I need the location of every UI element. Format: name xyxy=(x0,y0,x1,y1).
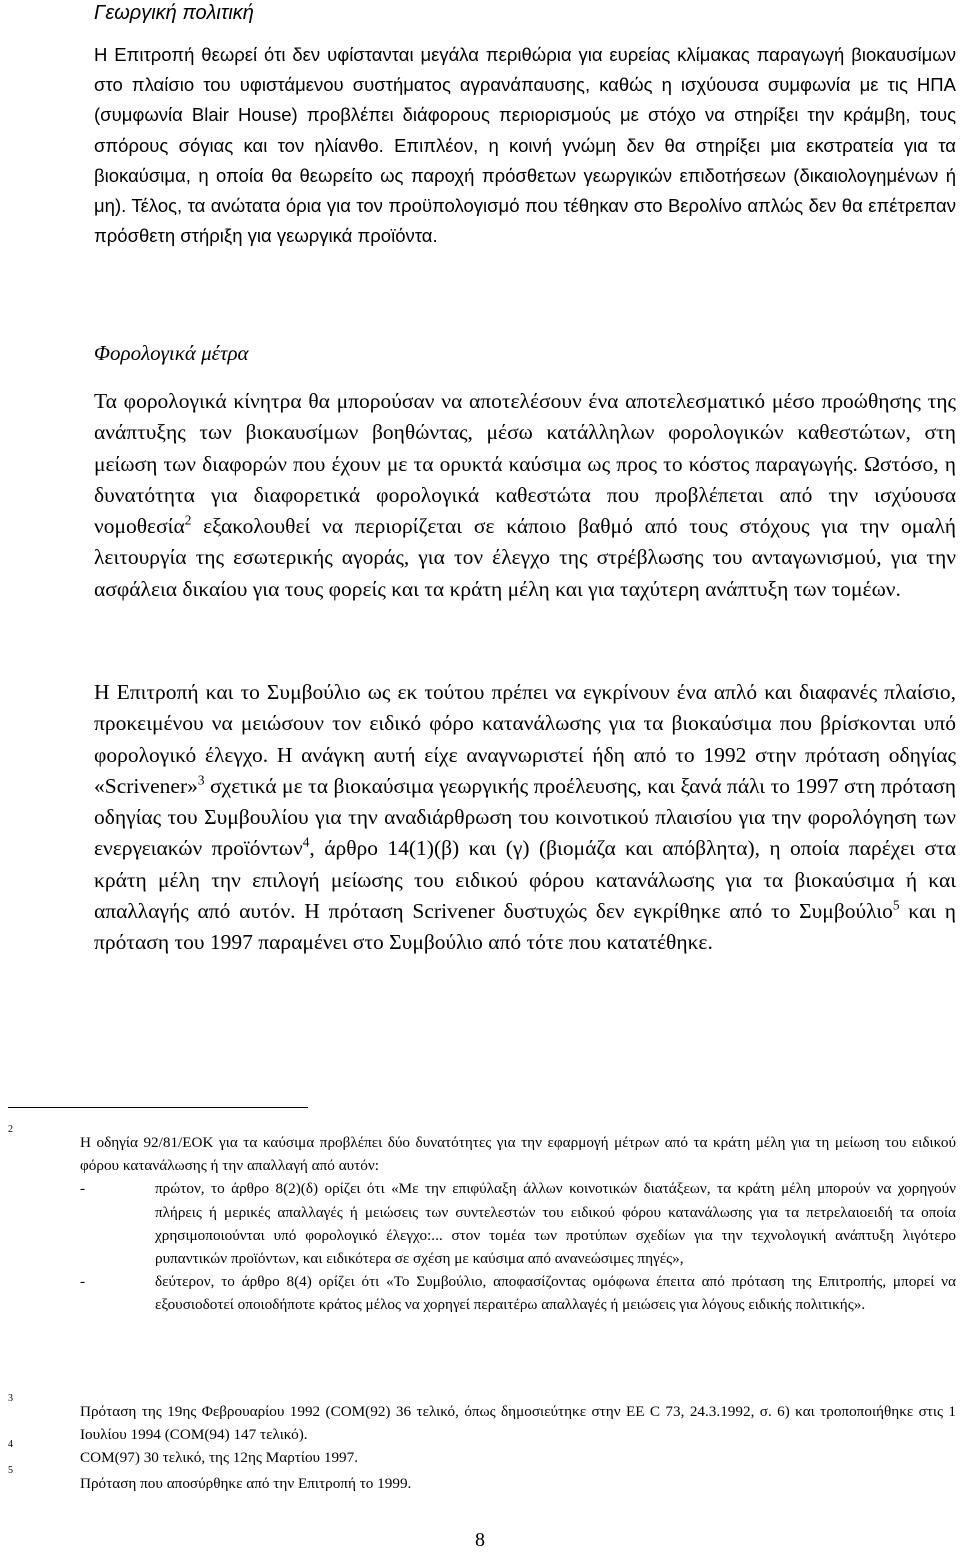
footnote-ref-2[interactable]: 2 xyxy=(184,512,192,528)
text-run: Τα φορολογικά κίνητρα θα μπορούσαν να αποτελέσουν ένα αποτελεσματικό μέσο προώθησης της ανάπτυξης των βιοκαυσίμων βοηθώντας, μέσω κατάλληλων φορολογικών καθεστώτων, στη μείωση των διαφορών που έχουν με τα ορυκτά καύσιμα ως προς το κόστος παραγωγής. Ωστόσο, η δυνατότητα για διαφορετικά φορολογικά καθεστώτα που προβλέπεται από την ισχύουσα νομοθεσία xyxy=(94,389,956,539)
section-heading-agricultural-policy: Γεωργική πολιτική xyxy=(94,2,254,24)
footnote-number: 4 xyxy=(8,1439,13,1450)
text-run: σχετικά με τα βιοκαύσιμα γεωργικής προέλευσης, και ξανά πάλι το 1997 στη πρόταση οδηγίας του Συμβουλίου για την αναδιάρθρωση του κοινοτικού πλαισίου για την φορολόγηση των ενεργειακών προϊόντων xyxy=(94,773,956,861)
footnote-number: 5 xyxy=(8,1465,13,1476)
text-run: εξακολουθεί να περιορίζεται σε κάποιο βαθμό από τους στόχους για την ομαλή λειτουργία της εσωτερικής αγοράς, για τον έλεγχο της στρέβλωσης του ανταγωνισμού, για την ασφάλεια δικαίου για τους φορείς και τα κράτη μέλη και για ταχύτερη ανάπτυξη των τομέων. xyxy=(94,514,956,601)
text-run: και η πρόταση του 1997 παραμένει στο Συμβούλιο από τότε που κατατέθηκε. xyxy=(94,899,957,955)
tax-measures-paragraph-1 xyxy=(94,386,956,605)
agricultural-policy-paragraph: Η Επιτροπή θεωρεί ότι δεν υφίστανται μεγάλα περιθώρια για ευρείας κλίμακας παραγωγή βιοκαυσίμων στο πλαίσιο του υφιστάμενου συστήματος αγρανάπαυσης, καθώς η ισχύουσα συμφωνία με τις ΗΠΑ (συμφωνία Blair House) προβλέπει διάφορους περιορισμούς με στόχο να στηρίξει την κράμβη, τους σπόρους σόγιας και τον ηλίανθο. Επιπλέον, η κοινή γνώμη δεν θα στηρίξει μια εκστρατεία για τα βιοκαύσιμα, η οποία θα θεωρείτο ως παροχή πρόσθετων γεωργικών επιδοτήσεων (δικαιολογημένων ή μη). Τέλος, τα ανώτατα όρια για τον προϋπολογισμό που τέθηκαν στο Βερολίνο απλώς δεν θα επέτρεπαν πρόσθετη στήριξη για γεωργικά προϊόντα. xyxy=(94,44,956,247)
footnote-dash-item xyxy=(80,1177,956,1270)
footnote-ref-4[interactable]: 4 xyxy=(302,834,310,850)
text-run: Η Επιτροπή και το Συμβούλιο ως εκ τούτου πρέπει να εγκρίνουν ένα απλό και διαφανές πλαίσιο, προκειμένου να μειώσουν τον ειδικό φόρο κατανάλωσης για τα βιοκαύσιμα που βρίσκονται υπό φορολογικό έλεγχο. Η ανάγκη αυτή είχε αναγνωριστεί ήδη από το 1992 στην πρόταση οδηγίας «Scrivener» xyxy=(94,680,956,798)
tax-measures-paragraph-2 xyxy=(94,677,956,959)
footnote-dash-item xyxy=(80,1270,956,1316)
section-heading-tax-measures: Φορολογικά μέτρα xyxy=(94,341,249,365)
footnote-number: 2 xyxy=(8,1124,13,1135)
dash-marker: - xyxy=(80,1273,86,1291)
footnote-intro: Η οδηγία 92/81/ΕΟΚ για τα καύσιμα προβλέπει δύο δυνατότητες για την εφαρμογή μέτρων από τα κράτη μέλη για τη μείωση του ειδικού φόρου κατανάλωσης ή την απαλλαγή από αυτόν: xyxy=(80,1134,956,1175)
footnote-separator xyxy=(8,1107,308,1108)
footnote-body xyxy=(80,1131,956,1317)
footnote-ref-3[interactable]: 3 xyxy=(197,772,205,788)
dash-marker: - xyxy=(80,1180,86,1198)
dash-item-text: πρώτον, το άρθρο 8(2)(δ) ορίζει ότι «Με την επιφύλαξη άλλων κοινοτικών διατάξεων, τα κράτη μέλη μπορούν να χορηγούν πλήρεις ή μερικές απαλλαγές ή μειώσεις των συντελεστών του ειδικού φόρου κατανάλωσης για τα πετρελαιοειδή τα οποία χρησιμοποιούνται υπό φορολογικό έλεγχο:... στον τομέα των προτύπων σχεδίων για την τεχνολογική ανάπτυξη λιγότερο ρυπαντικών προϊόντων, και ειδικότερα σε σχέση με καύσιμα από ανανεώσιμες πηγές», xyxy=(155,1180,956,1268)
footnote-ref-5[interactable]: 5 xyxy=(892,897,900,913)
footnote-body: Πρόταση που αποσύρθηκε από την Επιτροπή το 1999. xyxy=(80,1475,412,1492)
footnote-body: Πρόταση της 19ης Φεβρουαρίου 1992 (COM(92) 36 τελικό, όπως δημοσιεύτηκε στην ΕΕ C 73, 24.3.1992, σ. 6) και τροποποιήθηκε στις 1 Ιουλίου 1994 (COM(94) 147 τελικό). xyxy=(80,1403,956,1444)
footnote-number: 3 xyxy=(8,1393,13,1404)
text-run: , άρθρο 14(1)(β) και (γ) (βιομάζα και απόβλητα), η οποία παρέχει στα κράτη μέλη την επιλογή μείωσης του ειδικού φόρου κατανάλωσης για τα βιοκαύσιμα ή και απαλλαγής από αυτόν. Η πρόταση Scrivener δυστυχώς δεν εγκρίθηκε από το Συμβούλιο xyxy=(94,836,956,924)
page-number: 8 xyxy=(475,1529,485,1551)
footnote-body: COM(97) 30 τελικό, της 12ης Μαρτίου 1997. xyxy=(80,1449,359,1466)
dash-item-text: δεύτερον, το άρθρο 8(4) ορίζει ότι «Το Συμβούλιο, αποφασίζοντας ομόφωνα έπειτα από πρόταση της Επιτροπής, μπορεί να εξουσιοδοτεί οποιοδήποτε κράτος μέλος να χορηγεί περαιτέρω απαλλαγές ή μειώσεις για λόγους ειδικής πολιτικής». xyxy=(155,1273,956,1314)
